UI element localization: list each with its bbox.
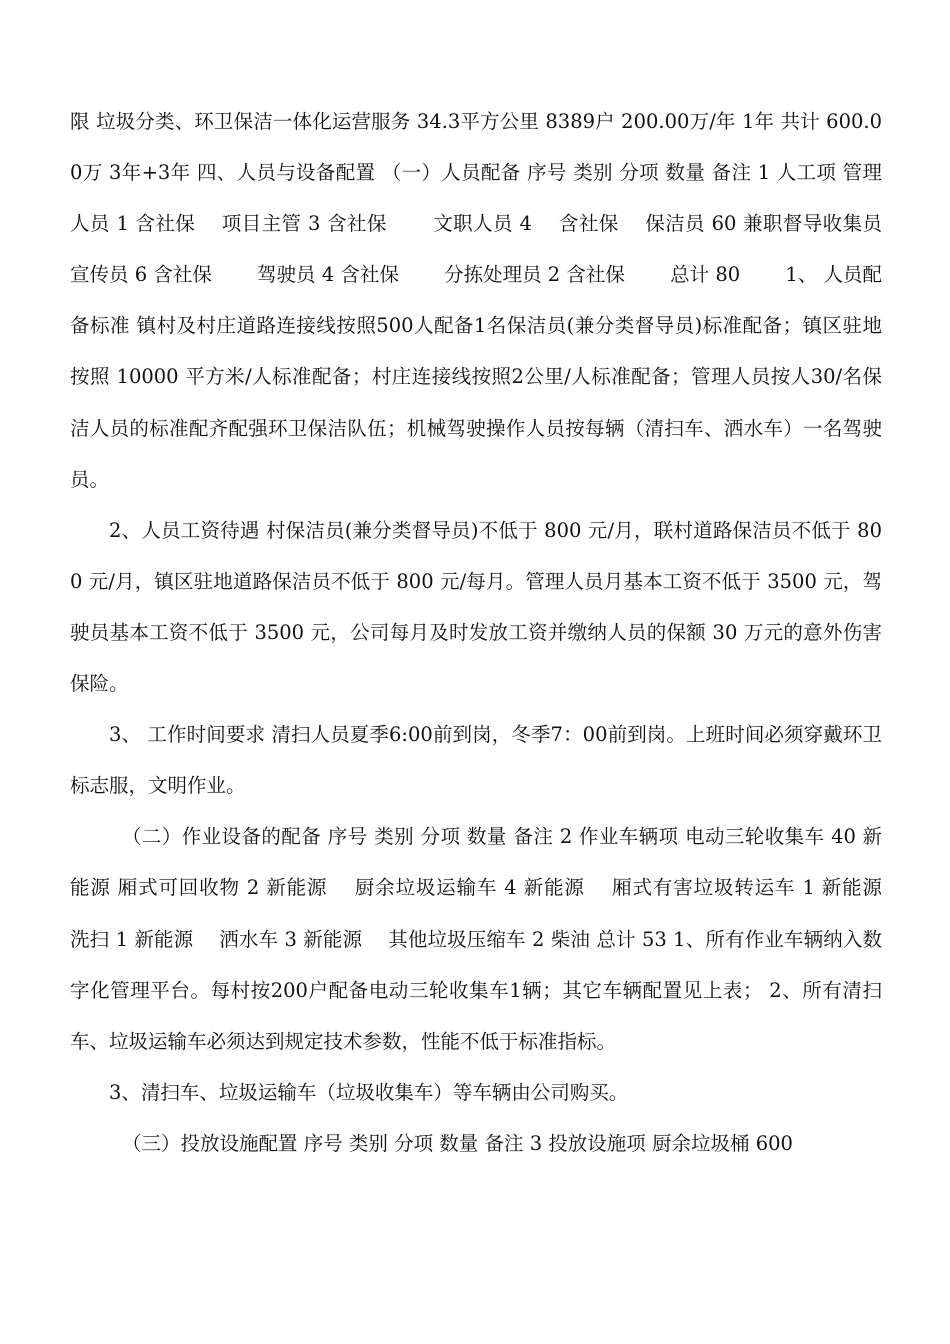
paragraph-equipment: （二）作业设备的配备 序号 类别 分项 数量 备注 2 作业车辆项 电动三轮收集车 40 新能源 厢式可回收物 2 新能源 厨余垃圾运输车 4 新能源 厢式有害垃圾转运车 1 新能源 洗扫 1 新能源 洒水车 3 新能源 其他垃圾压缩车 2 柴油 总计 53 1、所有作业车辆纳入数字化管理平台。每村按200户配备电动三轮收集车1辆；其它车辆配置见上表； 2、所有清扫车、垃圾运输车必须达到规定技术参数，性能不低于标准指标。 [70, 825, 908, 1053]
paragraph-work-hours: 3、 工作时间要求 清扫人员夏季6:00前到岗，冬季7：00前到岗。上班时间必须穿戴环卫标志服，文明作业。 [70, 723, 882, 798]
document-body [70, 96, 908, 1169]
paragraph-disposal-facilities: （三）投放设施配置 序号 类别 分项 数量 备注 3 投放设施项 厨余垃圾桶 600 [122, 1131, 793, 1155]
paragraph-staffing: 限 垃圾分类、环卫保洁一体化运营服务 34.3平方公里 8389户 200.00万/年 1年 共计 600.00万 3年+3年 四、人员与设备配置 （一）人员配备 序号 类别 分项 数量 备注 1 人工项 管理人员 1 含社保 项目主管 3 含社保 文职人员 4 含社保 保洁员 60 兼职督导收集员 宣传员 6 含社保 驾驶员 4 含社保 分拣处理员 2 含社保 总计 80 1、 人员配备标准 镇村及村庄道路连接线按照500人配备1名保洁员(兼分类督导员)标准配备；镇区驻地按照 10000 平方米/人标准配备；村庄连接线按照2公里/人标准配备；管理人员按人30/名保洁人员的标准配齐配强环卫保洁队伍；机械驾驶操作人员按每辆（清扫车、洒水车）一名驾驶员。 [70, 110, 882, 491]
paragraph-wages: 2、人员工资待遇 村保洁员(兼分类督导员)不低于 800 元/月，联村道路保洁员不低于 800 元/月，镇区驻地道路保洁员不低于 800 元/每月。管理人员月基本工资不低于 3500 元，驾驶员基本工资不低于 3500 元，公司每月及时发放工资并缴纳人员的保额 30 万元的意外伤害保险。 [70, 518, 882, 696]
paragraph-vehicle-purchase: 3、清扫车、垃圾运输车（垃圾收集车）等车辆由公司购买。 [109, 1080, 629, 1104]
